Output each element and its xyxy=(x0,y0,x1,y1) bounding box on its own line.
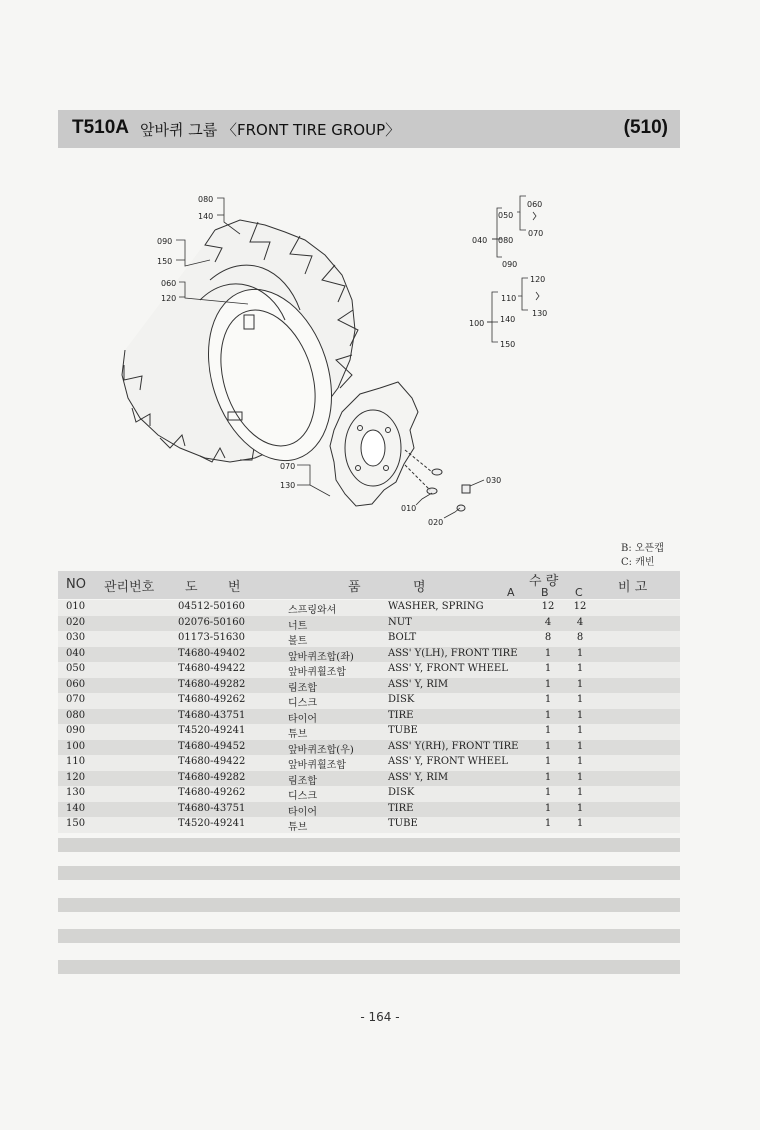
row-name-kr: 앞바퀴조합(좌) xyxy=(288,651,354,663)
row-qty-b: 4 xyxy=(544,616,552,628)
row-qty-b: 1 xyxy=(544,678,552,690)
row-qty-c: 1 xyxy=(576,725,584,736)
row-name-kr: 타이어 xyxy=(288,713,317,725)
row-name-kr: 앞바퀴조합(우) xyxy=(288,744,354,756)
table-row xyxy=(58,647,680,663)
row-qty-b: 1 xyxy=(544,694,552,705)
row-name-en: DISK xyxy=(388,787,415,798)
table-row xyxy=(58,678,680,694)
row-qty-b: 1 xyxy=(544,802,552,814)
callout-150: 150 xyxy=(157,257,173,266)
table-filler xyxy=(58,898,680,912)
row-name-en: TUBE xyxy=(388,725,418,736)
row-name-en: WASHER, SPRING xyxy=(388,601,484,612)
table-filler xyxy=(58,838,680,852)
disc-illustration xyxy=(330,382,418,506)
row-no: 050 xyxy=(66,663,86,674)
row-no: 070 xyxy=(66,694,86,705)
row-part-number: T4680-43751 xyxy=(178,709,246,721)
table-row xyxy=(58,771,680,787)
row-name-kr: 너트 xyxy=(288,620,308,632)
tree2-140: 140 xyxy=(500,315,516,324)
callout-030: 030 xyxy=(486,476,502,485)
callout-090: 090 xyxy=(157,237,173,246)
row-no: 100 xyxy=(66,740,86,752)
col-bigo: 비 고 xyxy=(618,580,648,595)
row-part-number: T4520-49241 xyxy=(178,725,246,736)
row-qty-b: 1 xyxy=(544,709,552,721)
table-row xyxy=(58,662,680,678)
row-part-number: 01173-51630 xyxy=(178,632,246,643)
row-name-en: BOLT xyxy=(388,632,417,643)
row-part-number: T4680-49422 xyxy=(178,756,246,767)
col-mgmt: 관리번호 xyxy=(104,580,155,595)
col-do: 도 xyxy=(185,580,198,595)
callout-010: 010 xyxy=(401,504,417,513)
row-name-en: TIRE xyxy=(388,802,414,814)
row-name-en: ASS' Y(RH), FRONT TIRE xyxy=(388,740,519,752)
row-name-en: TUBE xyxy=(388,818,418,829)
tree2-root: 100 xyxy=(469,319,485,328)
row-no: 020 xyxy=(66,616,86,628)
table-row xyxy=(58,631,680,647)
row-name-kr: 앞바퀴휠조합 xyxy=(288,760,346,771)
row-name-kr: 림조합 xyxy=(288,775,317,787)
row-name-kr: 타이어 xyxy=(288,806,317,818)
exploded-diagram xyxy=(0,150,760,540)
callout-120: 120 xyxy=(161,294,177,303)
table-filler xyxy=(58,960,680,974)
row-no: 120 xyxy=(66,771,86,783)
table-row xyxy=(58,740,680,756)
tree2-150: 150 xyxy=(500,340,516,349)
row-name-kr: 볼트 xyxy=(288,636,308,647)
tree1-060: 060 xyxy=(527,200,543,209)
table-row xyxy=(58,709,680,725)
row-qty-c: 1 xyxy=(576,709,584,721)
tree2-120: 120 xyxy=(530,275,546,284)
row-part-number: T4680-49452 xyxy=(178,740,246,752)
row-qty-b: 1 xyxy=(544,756,552,767)
note-b: B: 오픈캡 xyxy=(621,543,664,554)
row-part-number: T4520-49241 xyxy=(178,818,246,829)
row-no: 060 xyxy=(66,678,86,690)
table-row xyxy=(58,724,680,740)
row-no: 140 xyxy=(66,802,86,814)
section-title: 앞바퀴 그룹 〈FRONT TIRE GROUP〉 xyxy=(140,121,401,139)
row-name-kr: 림조합 xyxy=(288,682,317,694)
table-row xyxy=(58,786,680,802)
row-qty-c: 1 xyxy=(576,663,584,674)
row-qty-c: 1 xyxy=(576,756,584,767)
table-row xyxy=(58,755,680,771)
row-name-kr: 튜브 xyxy=(288,729,308,740)
row-part-number: T4680-49282 xyxy=(178,678,246,690)
row-name-kr: 스프링와셔 xyxy=(288,605,337,616)
callout-020: 020 xyxy=(428,518,444,527)
tree2-130: 130 xyxy=(532,309,548,318)
table-row xyxy=(58,616,680,632)
row-no: 150 xyxy=(66,818,86,829)
row-name-en: DISK xyxy=(388,694,415,705)
table-filler xyxy=(58,929,680,943)
row-part-number: T4680-43751 xyxy=(178,802,246,814)
tree1-050: 050 xyxy=(498,211,514,220)
row-name-en: ASS' Y, RIM xyxy=(388,771,449,783)
row-qty-b: 12 xyxy=(541,601,555,612)
hardware-illustration xyxy=(405,450,470,511)
tree1-070: 070 xyxy=(528,229,544,238)
row-qty-c: 8 xyxy=(576,632,584,643)
tree1-080: 080 xyxy=(498,236,514,245)
col-suryang: 수 량 xyxy=(529,574,559,589)
col-pum: 품 xyxy=(348,580,361,595)
table-row xyxy=(58,817,680,833)
row-name-en: ASS' Y, FRONT WHEEL xyxy=(388,663,508,674)
row-qty-c: 1 xyxy=(576,771,584,783)
row-part-number: T4680-49422 xyxy=(178,663,246,674)
row-part-number: T4680-49262 xyxy=(178,694,246,705)
row-no: 130 xyxy=(66,787,86,798)
row-qty-b: 1 xyxy=(544,663,552,674)
row-no: 040 xyxy=(66,647,86,659)
row-part-number: T4680-49262 xyxy=(178,787,246,798)
row-qty-b: 1 xyxy=(544,771,552,783)
col-beon: 번 xyxy=(228,580,241,595)
col-myeong: 명 xyxy=(413,580,426,595)
callout-080: 080 xyxy=(198,195,214,204)
table-row xyxy=(58,600,680,616)
tree2-110: 110 xyxy=(501,294,517,303)
tree1-root: 040 xyxy=(472,236,488,245)
row-qty-c: 1 xyxy=(576,740,584,752)
callout-140: 140 xyxy=(198,212,214,221)
row-qty-c: 1 xyxy=(576,787,584,798)
row-qty-c: 4 xyxy=(576,616,584,628)
row-qty-c: 1 xyxy=(576,694,584,705)
col-b: B xyxy=(541,586,549,599)
callout-060: 060 xyxy=(161,279,177,288)
page-number: - 164 - xyxy=(360,1010,400,1024)
row-qty-b: 1 xyxy=(544,787,552,798)
table-filler xyxy=(58,866,680,880)
col-a: A xyxy=(507,586,515,599)
row-qty-b: 1 xyxy=(544,647,552,659)
row-qty-c: 1 xyxy=(576,647,584,659)
row-no: 010 xyxy=(66,601,86,612)
callout-130: 130 xyxy=(280,481,296,490)
section-number: (510) xyxy=(623,117,668,138)
row-no: 090 xyxy=(66,725,86,736)
col-no: NO xyxy=(66,577,86,592)
row-qty-b: 1 xyxy=(544,818,552,829)
row-qty-c: 1 xyxy=(576,802,584,814)
row-qty-b: 1 xyxy=(544,725,552,736)
row-qty-c: 12 xyxy=(573,601,587,612)
row-no: 080 xyxy=(66,709,86,721)
section-code: T510A xyxy=(72,117,130,138)
row-name-en: ASS' Y, RIM xyxy=(388,678,449,690)
row-qty-c: 1 xyxy=(576,678,584,690)
row-no: 110 xyxy=(66,756,86,767)
table-row xyxy=(58,802,680,818)
row-name-kr: 디스크 xyxy=(288,698,317,709)
row-part-number: 02076-50160 xyxy=(178,616,246,628)
row-name-en: NUT xyxy=(388,616,412,628)
row-name-en: ASS' Y, FRONT WHEEL xyxy=(388,756,508,767)
tree1-090: 090 xyxy=(502,260,518,269)
row-part-number: T4680-49402 xyxy=(178,647,246,659)
row-part-number: T4680-49282 xyxy=(178,771,246,783)
parts-table xyxy=(58,600,680,833)
row-no: 030 xyxy=(66,632,86,643)
row-qty-b: 8 xyxy=(544,632,552,643)
row-name-kr: 튜브 xyxy=(288,822,308,833)
callout-070: 070 xyxy=(280,462,296,471)
row-part-number: 04512-50160 xyxy=(178,601,246,612)
row-name-en: TIRE xyxy=(388,709,414,721)
col-c: C xyxy=(575,586,583,599)
row-qty-b: 1 xyxy=(544,740,552,752)
row-name-en: ASS' Y(LH), FRONT TIRE xyxy=(388,647,518,659)
row-name-kr: 디스크 xyxy=(288,791,317,802)
note-c: C: 캐빈 xyxy=(621,557,655,568)
row-qty-c: 1 xyxy=(576,818,584,829)
table-row xyxy=(58,693,680,709)
row-name-kr: 앞바퀴휠조합 xyxy=(288,667,346,678)
